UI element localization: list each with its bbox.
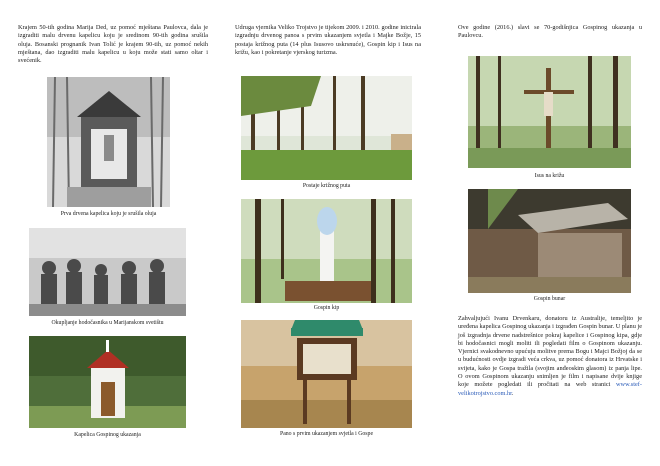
photo-jesus-on-cross — [468, 56, 631, 168]
caption-stations-of-the-cross: Postaje križnog puta — [302, 183, 351, 189]
caption-apparition-chapel: Kapelica Gospinog ukazanja — [74, 432, 141, 438]
right-paragraph-donation — [458, 315, 642, 398]
donation-text: Zahvaljujući Ivanu Drvenkaru, donatoru iz Australije, temeljito je uređena kapelica Gospinog ukazanja i izgrađen Gospin bunar. U planu je još izgradnja drvene nadstrešnice pokraj kapelice i Gospinog kipa, gdje bi hodočasnici mogli moliti ili pogledati film o Gospinom ukazanju. Vjernici svakodnevno upućuju molitve prema Bogu i Majci Božjoj da se u budućnosti ovdje izgradi veća crkva, uz pomoć donatora iz Hrvatske i svijeta, kako je Gospa tražila (svojim anđeoskim glasom) iz panja lipe. O ovom Gospinom ukazanju snimljen je film i napisane dvije knjige koje možete pogledati ili pročitati na web stranici — [458, 315, 642, 389]
caption-wooden-panel: Pano s prvim ukazanjem svjetla i Gospe — [279, 431, 374, 437]
caption-virgin-statue: Gospin kip — [313, 305, 340, 311]
middle-paragraph: Udruga vjernika Veliko Trojstvo je tijekom 2009. i 2010. godine inicirala izgradnju drvenog panoa s prvim ukazanjem svjetla i Majke Božje, 15 postaja križnog puta (14 plus Isusovo uskrsnuće), Gospin kip i Isus na križu, kao i pokretanje vjerskog turizma. — [235, 24, 421, 56]
caption-pilgrims-gathering: Okupljanje hodočasnika u Marijanskom svetištu — [51, 320, 164, 326]
photo-apparition-chapel — [29, 336, 186, 428]
left-paragraph: Krajem 50-tih godina Marija Ded, uz pomoć mještana Paulovca, dala je izgraditi malu drvenu kapelicu koju je sredinom 90-tih godina srušila oluja. Bosanski prognanik Ivan Tolić je krajem 90-tih, uz pomoć nekih mještana, dao izgraditi malu kapelicu u koju može stati samo oltar i svećenik. — [18, 24, 208, 65]
photo-virgin-well — [468, 189, 631, 293]
photo-stations-of-the-cross — [241, 76, 412, 180]
right-paragraph: Ove godine (2016.) slavi se 70-godišnjica Gospinog ukazanja u Paulovcu. — [458, 24, 642, 40]
caption-jesus-on-cross: Isus na križu — [534, 173, 565, 179]
link-suffix: . — [511, 389, 514, 397]
photo-wooden-panel — [241, 320, 412, 428]
photo-virgin-statue — [241, 199, 412, 303]
photo-pilgrims-gathering — [29, 228, 186, 316]
caption-first-wooden-chapel: Prva drvena kapelica koju je srušila oluja — [60, 211, 157, 217]
photo-first-wooden-chapel — [47, 77, 170, 207]
website-link[interactable]: www.stef-velikotrojstvo.com.hr — [458, 381, 642, 397]
caption-virgin-well: Gospin bunar — [533, 296, 566, 302]
